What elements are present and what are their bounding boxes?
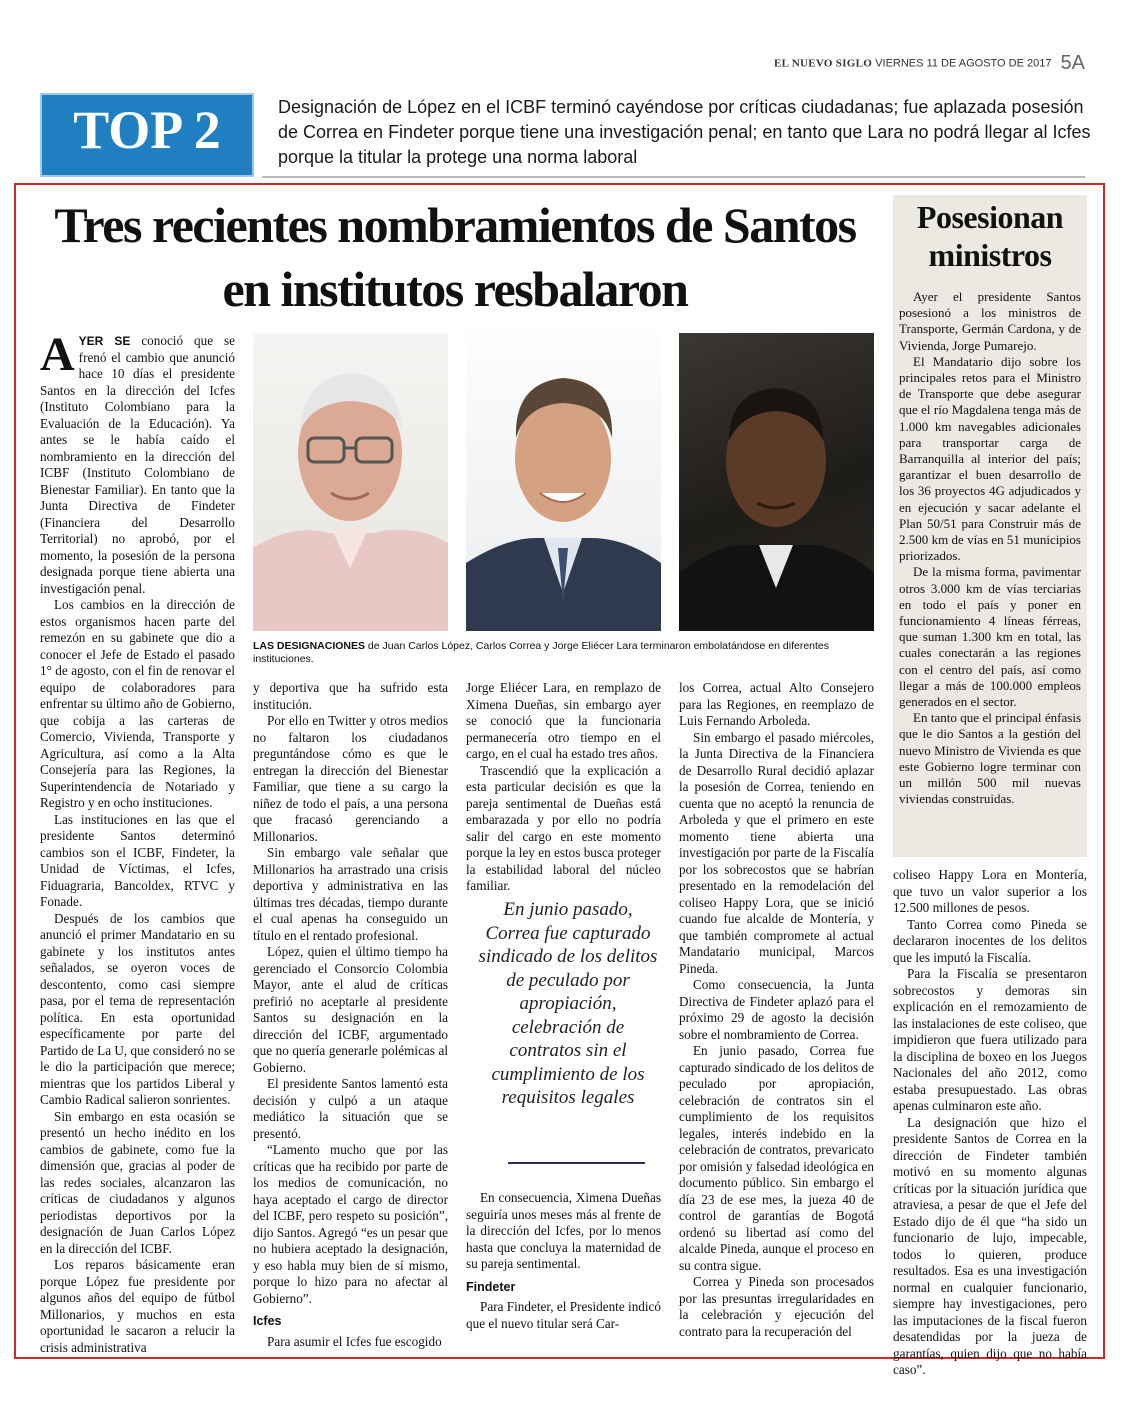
paragraph: y deportiva que ha sufrido esta institución. bbox=[253, 680, 448, 712]
photo-juan-carlos-lopez bbox=[253, 333, 448, 631]
photo-jorge-eliecer-lara bbox=[679, 333, 874, 631]
top2-badge bbox=[40, 93, 254, 177]
article-column-3 bbox=[466, 680, 661, 895]
photo-carlos-correa bbox=[466, 333, 661, 631]
subhead-icfes: Icfes bbox=[253, 1314, 282, 1328]
drop-cap: A bbox=[40, 328, 75, 381]
paragraph: En junio pasado, Correa fue capturado sindicado de los delitos de peculado por apropiación, celebración de contratos sin el cumplimiento de los requisitos legales, interés indebido en la celebración de contratos, prevaricato por omisión y falsedad ideológica en documento público. Sin embargo el día 23 de ese mes, la jueza 40 de control de garantías de Bogotá ordenó su libertad así como del alcalde Pineda, aunque el proceso en su contra sigue. bbox=[679, 1043, 874, 1273]
pull-quote: En junio pasado, Correa fue capturado sindicado de los delitos de peculado por apropiación, celebración de contratos sin el cumplimiento de los requisitos legales bbox=[478, 899, 658, 1108]
page-number: 5A bbox=[1060, 52, 1085, 74]
sidebar-paragraph: De la misma forma, pavimentar otros 3.000 km de vías terciarias en todo el país y poner en funcionamiento 4 líneas férreas, que suman 1.300 km en total, las cuales conectarán a las regiones con el centro del país, así como llegar a más de 100.000 empleos generados en el sector. bbox=[899, 564, 1081, 710]
paragraph: Jorge Eliécer Lara, en remplazo de Ximena Dueñas, sin embargo ayer se conoció que la funcionaria permanecería otro tiempo en el cargo, en el cual ha estado tres años. bbox=[466, 680, 661, 761]
subhead-findeter: Findeter bbox=[466, 1279, 516, 1294]
paragraph: coliseo Happy Lora en Montería, que tuvo un valor superior a los 12.500 millones de pesos. bbox=[893, 867, 1087, 915]
paragraph: Sin embargo en esta ocasión se presentó un hecho inédito en los cambios de gabinete, como fue la dimensión que, gracias al poder de las redes sociales, alcanzaron las críticas de ciudadanos y algunos periodistas deportivos por la designación de Juan Carlos López en la dirección del ICBF. bbox=[40, 1108, 235, 1256]
paragraph: En consecuencia, Ximena Dueñas seguiría unos meses más al frente de la dirección del Icfes, por lo menos hasta que concluya la maternidad de su pareja sentimental. bbox=[466, 1190, 661, 1271]
paragraph: Para Findeter, el Presidente indicó que el nuevo titular será Car- bbox=[466, 1299, 661, 1331]
issue-date: VIERNES 11 DE AGOSTO DE 2017 bbox=[875, 57, 1052, 70]
lead-paragraph bbox=[40, 328, 236, 597]
paragraph: Como consecuencia, la Junta Directiva de Findeter aplazó para el próximo 29 de agosto la decisión sobre el nombramiento de Correa. bbox=[679, 977, 874, 1042]
paragraph: Para asumir el Icfes fue escogido bbox=[267, 1333, 442, 1349]
paragraph: Correa y Pineda son procesados por las presuntas irregularidades en la celebración y ejecución del contrato para la recuperación del bbox=[679, 1274, 874, 1339]
portrait-3-image bbox=[679, 333, 874, 631]
paragraph: Después de los cambios que anunció el primer Mandatario en su gabinete y los institutos antes señalados, se oyeron voces de descontento, como casi siempre pasa, por el tema de representación política. En esta oportunidad específicamente por parte del Partido de La U, que consideró no se le dio la participación que merece; mientras que los partidos Liberal y Cambio Radical salieron sonrientes. bbox=[40, 910, 235, 1107]
paragraph: Sin embargo vale señalar que Millonarios ha arrastrado una crisis deportiva y administrativa en las últimas tres décadas, tiempo durante el cual apenas ha conseguido un título en el rentado profesional. bbox=[253, 845, 448, 943]
paragraph: conoció que se frenó el cambio que anunció hace 10 días el presidente Santos en la dirección del Icfes (Instituto Colombiano para la Evaluación de la Educación). Ya antes se le había caído el nombramiento en la dirección del ICBF (Instituto Colombiano de Bienestar Familiar). En tanto que la Junta Directiva de Findeter (Financiera del Desarrollo Territorial) no aprobó, por el momento, la posesión de la persona designada porque tiene abierta una investigación penal. bbox=[40, 333, 236, 596]
photo-caption bbox=[253, 640, 853, 666]
top2-summary: Designación de López en el ICBF terminó cayéndose por críticas ciudadanas; fue aplazada posesión de Correa en Findeter porque tiene una investigación penal; en tanto que Lara no podrá llegar al Icfes porque la titular la protege una norma laboral bbox=[278, 97, 1091, 167]
sidebar-paragraph: Ayer el presidente Santos posesionó a los ministros de Transporte, Germán Cardona, y de Vivienda, Jorge Pumarejo. bbox=[899, 289, 1081, 353]
article-column-3-bottom bbox=[466, 1190, 661, 1332]
article-column-1 bbox=[40, 328, 236, 1356]
paragraph: Los reparos básicamente eran porque López fue presidente por algunos años del equipo de fútbol Millonarios, y muchos en esta oportunidad le sacaron a relucir la crisis administrativa bbox=[40, 1257, 235, 1355]
paragraph: Las instituciones en las que el presidente Santos determinó cambios son el ICBF, Findeter, la Unidad de Víctimas, el Icfes, Fiduagraria, Bancoldex, RTVC y Fonade. bbox=[40, 811, 235, 909]
pull-quote-divider bbox=[508, 1162, 645, 1164]
sidebar-paragraph: El Mandatario dijo sobre los principales retos para el Ministro de Transporte que debe asegurar que el río Magdalena tenga más de 1.000 km navegables adicionales para transportar carga de Barranquilla al interior del país; garantizar el buen desarrollo de los 36 proyectos 4G adjudicados y en ejecución y sacar adelante el Plan 50/51 para Construir más de 2.500 km de vías en 51 municipios priorizados. bbox=[899, 353, 1081, 564]
caption-text: de Juan Carlos López, Carlos Correa y Jorge Eliécer Lara terminaron embolatándose en diferentes instituciones. bbox=[253, 640, 830, 665]
paragraph: Los cambios en la dirección de estos organismos hacen parte del remezón en su gabinete que dio a conocer el Jefe de Estado el pasado 1° de agosto, con el fin de renovar el equipo de colaboradores para enfrentar su último año de Gobierno, que cobija a las carteras de Comercio, Vivienda, Transporte y Agricultura, así como a la Alta Consejería para las Regiones, la Superintendencia de Notariado y Registro y en ocho instituciones. bbox=[40, 597, 235, 810]
newspaper-name: EL NUEVO SIGLO bbox=[774, 57, 873, 70]
paragraph: “Lamento mucho que por las críticas que ha recibido por parte de los medios de comunicación, no haya aceptado el cargo de director del ICBF, pero respeto su posición”, dijo Santos. Agregó “es un pesar que no hubiera aceptado la designación, y eso habla muy bien de sí mismo, porque lo hizo para no afectar al Gobierno”. bbox=[253, 1142, 448, 1306]
article-column-4 bbox=[679, 680, 874, 1340]
paragraph: Sin embargo el pasado miércoles, la Junta Directiva de la Financiera de Desarrollo Rural decidió aplazar la posesión de Correa, teniendo en cuenta que no aceptó la renuncia de Arboleda y que el primero en este momento tiene abierta una investigación por parte de la Fiscalía por los sobrecostos que se habrían presentado en la remodelación del coliseo Happy Lora, que se inició cuando fue alcalde de Montería, y que también compromete al actual Mandatario municipal, Marcos Pineda. bbox=[679, 729, 874, 976]
headline: Tres recientes nombramientos de Santos en institutos resbalaron bbox=[54, 197, 856, 317]
sidebar-body bbox=[899, 289, 1081, 808]
paragraph: Para la Fiscalía se presentaron sobrecostos y demoras sin explicación en el remozamiento de las instalaciones de este coliseo, que impidieron que fuera utilizado para la disciplina de boxeo en los Juegos Nacionales del año 2012, como estaba presupuestado. Las obras apenas culminaron este año. bbox=[893, 966, 1087, 1113]
article-column-5 bbox=[893, 867, 1087, 1379]
paragraph: El presidente Santos lamentó esta decisión y culpó a un ataque mediático la situación que se presentó. bbox=[253, 1076, 448, 1141]
portrait-1-image bbox=[253, 333, 448, 631]
paragraph: Tanto Correa como Pineda se declararon inocentes de los delitos que les imputó la Fiscalía. bbox=[893, 916, 1087, 965]
article-column-2 bbox=[253, 680, 448, 1350]
top2-divider bbox=[262, 176, 1085, 178]
top2-badge-label: TOP 2 bbox=[73, 100, 221, 160]
masthead bbox=[774, 52, 1085, 75]
paragraph: los Correa, actual Alto Consejero para las Regiones, en reemplazo de Luis Fernando Arboleda. bbox=[679, 680, 874, 728]
sidebar-paragraph: En tanto que el principal énfasis que le dio Santos a la gestión del nuevo Ministro de Vivienda es que este Gobierno logre terminar con un millón 500 mil nuevas viviendas construidas. bbox=[899, 710, 1081, 807]
paragraph: La designación que hizo el presidente Santos de Correa en la dirección de Findeter también motivó en su momento algunas críticas por la situación jurídica que atraviesa, a pesar de que el Jefe del Estado dijo de él que “ha sido un funcionario de lujo, impecable, todos lo quieren, produce resultados. Esa es una investigación normal en cualquier funcionario, siempre hay investigaciones, pero las imputaciones de la fiscal fueron desatendidas por la jueza de garantías, quien dijo que no había caso”. bbox=[893, 1114, 1087, 1377]
paragraph: Trascendió que la explicación a esta particular decisión es que la pareja sentimental de Dueñas está embarazada y por ello no podría salir del cargo en este momento porque la ley en estos busca proteger la estabilidad laboral del núcleo familiar. bbox=[466, 762, 661, 893]
portrait-2-image bbox=[466, 333, 661, 631]
sidebar-title: Posesionan ministros bbox=[916, 199, 1064, 273]
paragraph: López, quien el último tiempo ha gerenciado el Consorcio Colombia Mayor, ante el alud de críticas prefirió no aceptarle al presidente Santos su designación en la dirección del ICBF, argumentado que no quería generarle polémicas al Gobierno. bbox=[253, 944, 448, 1075]
caption-lead: LAS DESIGNACIONES bbox=[253, 640, 366, 652]
paragraph: Por ello en Twitter y otros medios no faltaron los ciudadanos preguntándose cómo es que le entregan la dirección del Bienestar Familiar, que tiene a su cargo la niñez de todo el país, a una persona que fracasó gerenciando a Millonarios. bbox=[253, 713, 448, 844]
lead-words: YER SE bbox=[78, 334, 131, 348]
